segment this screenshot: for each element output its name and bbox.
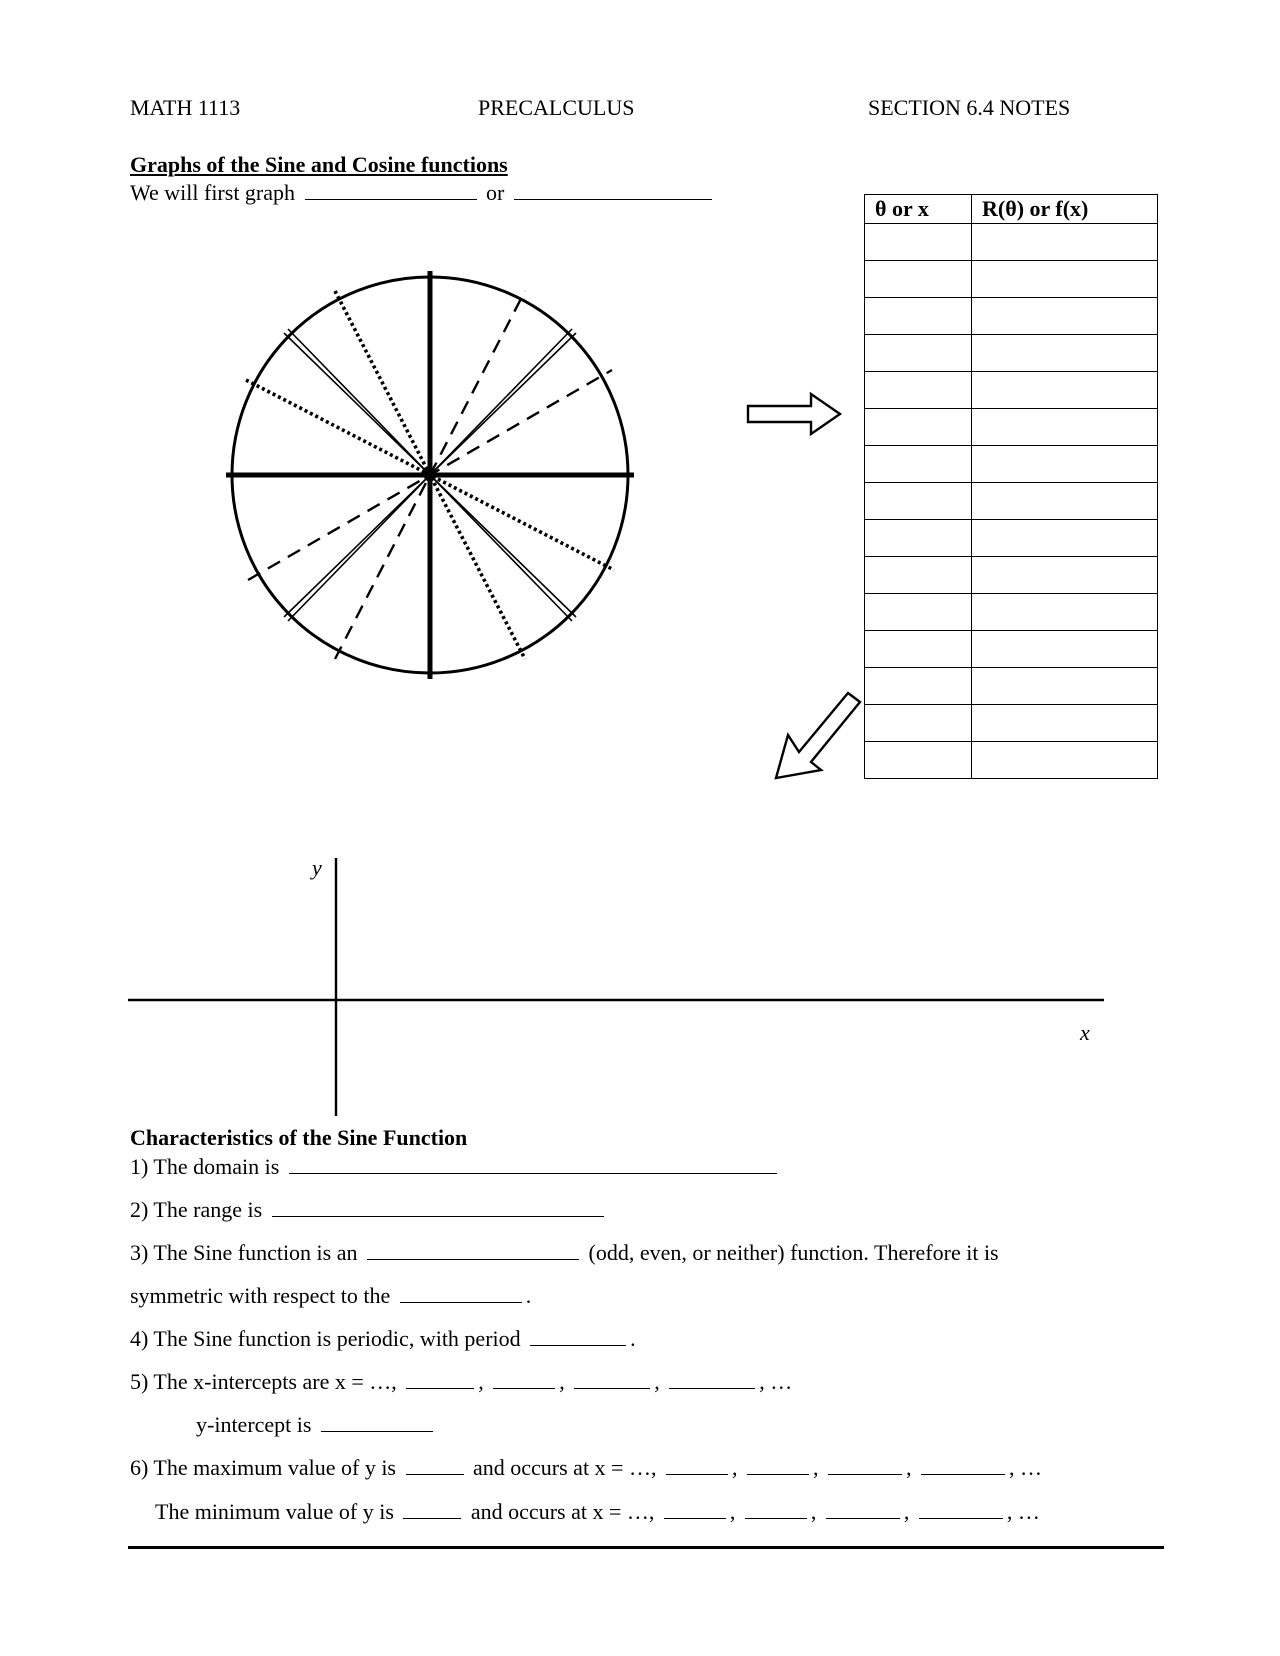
- table-row: [865, 520, 1158, 557]
- table-row: [865, 261, 1158, 298]
- q2-line: [130, 1197, 608, 1223]
- theta-cell[interactable]: [865, 446, 972, 483]
- theta-cell[interactable]: [865, 261, 972, 298]
- coordinate-axes: [128, 850, 1108, 1120]
- right-arrow-icon: [745, 390, 845, 440]
- down-left-arrow-icon: [768, 690, 868, 790]
- theta-cell[interactable]: [865, 594, 972, 631]
- q3-period: .: [525, 1283, 532, 1308]
- table-row: [865, 742, 1158, 779]
- table-body: [865, 224, 1158, 779]
- min-x-blank-3[interactable]: [826, 1500, 900, 1519]
- theta-cell[interactable]: [865, 742, 972, 779]
- graph-blank-2[interactable]: [514, 181, 712, 200]
- min-text: The minimum value of y is: [155, 1499, 394, 1524]
- course-subject: PRECALCULUS: [478, 95, 635, 120]
- section-label: SECTION 6.4 NOTES: [868, 95, 1071, 120]
- max-ellipsis: …: [1019, 1455, 1042, 1480]
- table-header-row: [865, 195, 1158, 224]
- q3-text-a: 3) The Sine function is an: [130, 1240, 358, 1265]
- value-cell[interactable]: [972, 261, 1158, 298]
- value-cell[interactable]: [972, 446, 1158, 483]
- q3-line: [130, 1240, 999, 1266]
- table-row: [865, 409, 1158, 446]
- y-intercept-text: y-intercept is: [196, 1412, 312, 1437]
- x-intercept-blank-4[interactable]: [669, 1370, 755, 1389]
- circle-center: [424, 469, 436, 481]
- comma: ,: [654, 1369, 660, 1394]
- bottom-rule: [128, 1546, 1164, 1549]
- table-row: [865, 668, 1158, 705]
- table-row: [865, 446, 1158, 483]
- r-theta-column-header: R(θ) or f(x): [972, 195, 1158, 224]
- value-cell[interactable]: [972, 483, 1158, 520]
- theta-cell[interactable]: [865, 520, 972, 557]
- q6-max-line: [130, 1455, 1042, 1481]
- unit-circle-diagram: [220, 265, 640, 685]
- x-intercept-blank-2[interactable]: [493, 1370, 555, 1389]
- table-row: [865, 483, 1158, 520]
- q5-text: 5) The x-intercepts are x = …,: [130, 1369, 397, 1394]
- comma: ,: [903, 1499, 910, 1524]
- x-axis-label: x: [1080, 1020, 1090, 1045]
- comma: ,: [1006, 1499, 1013, 1524]
- comma: ,: [478, 1369, 484, 1394]
- comma: ,: [812, 1455, 819, 1480]
- y-axis-label: y: [312, 855, 322, 880]
- q4-line: [130, 1326, 636, 1352]
- value-cell[interactable]: [972, 668, 1158, 705]
- comma: ,: [559, 1369, 565, 1394]
- min-ellipsis: …: [1017, 1499, 1040, 1524]
- q5-line: [130, 1369, 792, 1395]
- q3-text-b: (odd, even, or neither) function. Therefore it is: [588, 1240, 999, 1265]
- table-row: [865, 224, 1158, 261]
- value-cell[interactable]: [972, 298, 1158, 335]
- characteristics-title: Characteristics of the Sine Function: [130, 1125, 468, 1150]
- theta-cell[interactable]: [865, 372, 972, 409]
- min-x-blank-1[interactable]: [664, 1500, 726, 1519]
- intro-prompt: We will first graph: [130, 180, 296, 205]
- table-row: [865, 705, 1158, 742]
- max-x-blank-1[interactable]: [666, 1456, 728, 1475]
- theta-cell[interactable]: [865, 631, 972, 668]
- q4-period: .: [630, 1326, 636, 1351]
- intro-title: Graphs of the Sine and Cosine functions: [130, 152, 508, 177]
- value-cell[interactable]: [972, 742, 1158, 779]
- table-row: [865, 335, 1158, 372]
- theta-cell[interactable]: [865, 298, 972, 335]
- q5-ellipsis: …: [770, 1369, 793, 1394]
- symmetry-blank[interactable]: [400, 1284, 522, 1303]
- table-row: [865, 372, 1158, 409]
- x-intercept-blank-3[interactable]: [574, 1370, 650, 1389]
- value-cell[interactable]: [972, 520, 1158, 557]
- max-value-blank[interactable]: [406, 1456, 464, 1475]
- theta-cell[interactable]: [865, 335, 972, 372]
- q4-text: 4) The Sine function is periodic, with period: [130, 1326, 521, 1351]
- min-occurs-text: and occurs at x = …,: [470, 1499, 655, 1524]
- value-cell[interactable]: [972, 557, 1158, 594]
- comma: ,: [729, 1499, 736, 1524]
- value-cell[interactable]: [972, 335, 1158, 372]
- theta-cell[interactable]: [865, 668, 972, 705]
- theta-cell[interactable]: [865, 483, 972, 520]
- theta-cell[interactable]: [865, 557, 972, 594]
- q6-min-line: [155, 1499, 1040, 1525]
- q3-text-c: symmetric with respect to the: [130, 1283, 391, 1308]
- q5-y-line: [196, 1412, 437, 1438]
- max-text: 6) The maximum value of y is: [130, 1455, 396, 1480]
- q2-text: 2) The range is: [130, 1197, 263, 1222]
- or-word: or: [486, 180, 505, 205]
- max-x-blank-2[interactable]: [747, 1456, 809, 1475]
- max-x-blank-4[interactable]: [921, 1456, 1005, 1475]
- comma: ,: [905, 1455, 912, 1480]
- min-value-blank[interactable]: [403, 1500, 461, 1519]
- intro-prompt-line: [130, 180, 716, 206]
- range-blank[interactable]: [272, 1198, 604, 1217]
- course-number: MATH 1113: [130, 95, 241, 120]
- value-cell[interactable]: [972, 594, 1158, 631]
- comma: ,: [759, 1369, 765, 1394]
- q1-text: 1) The domain is: [130, 1154, 280, 1179]
- value-cell[interactable]: [972, 631, 1158, 668]
- y-intercept-blank[interactable]: [321, 1413, 433, 1432]
- table-row: [865, 298, 1158, 335]
- min-x-blank-4[interactable]: [919, 1500, 1003, 1519]
- q3-cont-line: [130, 1283, 531, 1309]
- graph-blank-1[interactable]: [305, 181, 477, 200]
- period-blank[interactable]: [530, 1327, 626, 1346]
- comma: ,: [810, 1499, 817, 1524]
- value-cell[interactable]: [972, 372, 1158, 409]
- theta-cell[interactable]: [865, 224, 972, 261]
- odd-even-blank[interactable]: [367, 1241, 579, 1260]
- theta-cell[interactable]: [865, 705, 972, 742]
- table-row: [865, 557, 1158, 594]
- min-x-blank-2[interactable]: [745, 1500, 807, 1519]
- value-cell[interactable]: [972, 705, 1158, 742]
- value-cell[interactable]: [972, 224, 1158, 261]
- theta-cell[interactable]: [865, 409, 972, 446]
- max-occurs-text: and occurs at x = …,: [473, 1455, 657, 1480]
- comma: ,: [1008, 1455, 1015, 1480]
- max-x-blank-3[interactable]: [828, 1456, 902, 1475]
- domain-blank[interactable]: [289, 1155, 777, 1174]
- table-row: [865, 594, 1158, 631]
- theta-column-header: θ or x: [865, 195, 972, 224]
- values-table: [864, 194, 1158, 779]
- value-cell[interactable]: [972, 409, 1158, 446]
- x-intercept-blank-1[interactable]: [406, 1370, 474, 1389]
- comma: ,: [731, 1455, 738, 1480]
- q1-line: [130, 1154, 781, 1180]
- table-row: [865, 631, 1158, 668]
